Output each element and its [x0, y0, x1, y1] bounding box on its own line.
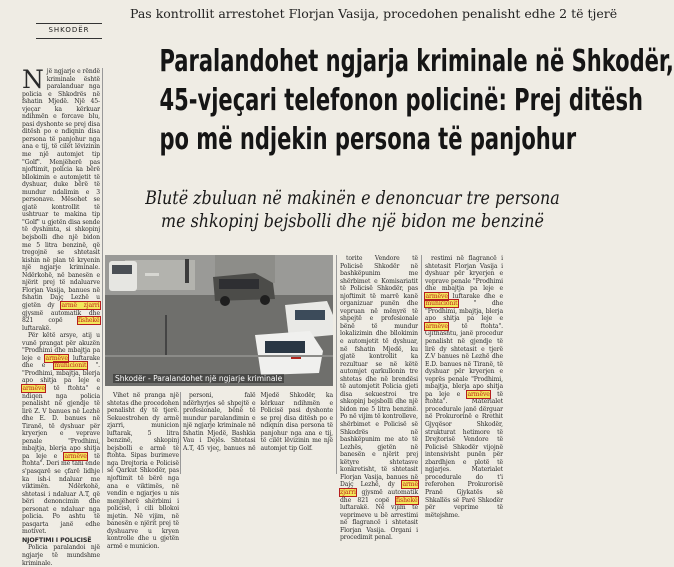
highlight-armeve-5: armëve [425, 322, 448, 330]
highlight-armeve-2: armëve [22, 384, 45, 392]
col5-text-b: luftarake dhe e [452, 292, 504, 300]
column-5 [425, 255, 504, 519]
col1-para2b: luftarake dhe e [22, 354, 101, 370]
column-1 [22, 65, 101, 567]
column-2 [107, 392, 179, 550]
column-rule [421, 255, 422, 474]
deck-line-1: Blutë zbuluan në makinën e denoncuar tre persona [145, 188, 560, 209]
column-3 [183, 392, 333, 474]
highlight-municionit: municionit [54, 362, 87, 370]
col2-text: Vihet në pranga një shtetas dhe procedohen penalisht dy të tjerë. Sekuestrohen dy armë zjarri, municion luftarak, 5 litra benzinë, shkopinj bejsbolli e armë të ftohta. Sipas burimeve nga Drejtoria e Policisë së Qarkut Shkodër, pas njoftimit të bërë nga ana e viktimës, në vendin e ngjarjes u nis menjëherë shërbimi i policisë, i cili bllokoi mjetin. Në vijim, në banesën e njërit prej të dyshuarve u kryen kontrolle dhe u gjetën armë e municion. [107, 392, 179, 550]
col1-para1: jë ngjarje e rëndë kriminale është paralanduar nga policia e Shkodrës në fshatin Mjedë. Një 45-vjeçar ka kërkuar ndihmën e forcave blu, pasi dyshonte se prej disa ditësh po e ndiqnin disa persona të panjohur nga ana e tij, të cilët lëvizinin me një automjet tip "Golf". Menjëherë pas njoftimit, policia ka bërë bllokimin e automjetit të dyshuar, duke bërë të mundur ndalimin e 3 personave. Mësohet se gjatë kontrollit të ushtruar te makina tip "Golf" u gjetën disa sende të dyshimta, si shkopinj bejsbolli dhe një bidon me 5 litra benzinë, që tregojnë se shtetasit kishin në plan të kryenin një ngjarje kriminale. Ndërkohë, në banesën e njërit prej të ndaluarve Florjan Vasija, banues në fshatin Dajç Lezhë u gjetën dy [22, 68, 100, 309]
col4-text-c: luftarakë. Në vijim të veprimeve u bë arrestimi në flagrancë i shtetasit Florjan Vasija. Organi i procedimit penal. [340, 504, 418, 542]
highlight-fisheke: fishekë [78, 317, 100, 325]
headline-line-3: po më ndjekin persona të panjohur [159, 122, 577, 157]
highlight-arme-zjarri-2: armë zjarri [340, 481, 418, 496]
col1-para2c: ". "Prodhimi, mbajtja, blerja apo shitja pa leje e [22, 362, 100, 385]
col1-para3: Policia paralandoi një ngjarje të mundshme kriminale. [22, 544, 100, 567]
highlight-armeve-3: armëve [64, 452, 87, 460]
column-rule [336, 255, 337, 474]
column-rule [180, 392, 181, 474]
col1-para2d: të ftohta" e ndiqen nga policia penalisht në gjendje të lirë Z. V banues në Lezhë dhe E. D. banues në Tiranë, të dyshuar për kryerjen e veprave penale "Prodhimi, mbajtja, blerja apo shitja pa leje e [22, 384, 100, 460]
photo-caption: Shkodër - Paralandohet një ngjarje kriminale [115, 374, 283, 383]
article-deck [105, 187, 600, 233]
col5-text-e: të ftohta". Materialet procedurale janë dërguar në Prokurorinë e Rrethit Gjyqësor Shkodër, strukturat hetimore të Drejtorisë Vendore të Policisë Shkodër vijojnë intensivisht punën për zbardhjen e plotë të ngjarjes. Materialet procedurale do t'i referohen Prokurorisë Pranë Gjykatës së Shkallës së Parë Shkodër për veprime të mëtejshme. [425, 390, 503, 519]
col1-para2e: të ftohta". Deri më tani ende s'pasqarë se çfarë lidhje ka ish-i ndaluar me viktimën. Ndërkohë, shtetasi i ndaluar A.T, që bëri denoncimin dhe personat e ndaluar nga policia. Po ashtu të pasqarta janë edhe motivet. [22, 452, 100, 536]
article-kicker: Pas kontrollit arrestohet Florjan Vasija, procedohen penalisht edhe 2 të tjerë [130, 6, 618, 21]
highlight-armeve: armëve [45, 354, 68, 362]
article-headline [105, 42, 674, 159]
col1-para2: Për këtë arsye, atij u vunë prangat për akuzën "Prodhimi dhe mbajtja pa leje e [22, 332, 100, 362]
deck-line-2: me shkopinj bejsbolli dhe një bidon me benzinë [161, 211, 544, 232]
col5-text-c: " dhe "Prodhimi, mbajtja, blerja apo shitja pa leje e [425, 300, 504, 323]
col5-text-d: të ftohta". Gjithashtu, janë procedur penalisht në gjendje të lirë dy shtetasit e tjerë Z.V banues në Lezhë dhe E.D. banues në Tiranë, të dyshuar për kryerjen e veprës penale "Prodhimi, mbajtja, blerja apo shitja pa leje e [425, 322, 503, 398]
col1-para1b: gjysmë automatik dhe 821 copë [22, 309, 100, 325]
col3-text: personi, falë ndërhyrjes së shpejtë e profesionale, bënë të mundur paralandimin e një ngjarje kriminale në fshatin Mjedë, Bashkia Vau i Dejës. Shtetasi A.T, 45 vjeç, banues në Mjedë Shkodër, ka kërkuar ndihmën e Policisë pasi dyshonte se prej disa ditësh po e ndiqnin disa persona të panjohur nga ana e tij, të cilët lëvizinin me një automjet tip Golf. [183, 392, 333, 452]
headline-line-1: Paralandohet ngjarja kriminale në Shkodër, [159, 44, 674, 79]
col4-text-a: torite Vendore të Policisë Shkodër në bashkëpunim me shërbimet e Komisariatit të Policisë Shkodër, pas njoftimit të marrë kanë organizuar punën dhe vepruan në mënyrë të shpejtë e profesionale bënë të mundur lokalizimin dhe bllokimin e automjetit të dyshuar, në fshatin Mjedë, ku gjatë kontrollit ka rezultuar se në këtë automjet qarkullonin tre shtetas dhe në brendësi të automjetit Policia gjeti disa sekuestroi tre shkopinj bejsbolli dhe një bidon me 5 litra benzinë. Po në vijim të kontrolleve, shërbimet e Policisë së Shkodrës në bashkëpunim me ato të Lezhës, gjetën në banesën e njërit prej këtyre shtetasve konkretisht, të shtetasit Florjan Vasija, banues në Dajç Lezhë, dy [340, 255, 418, 489]
subhead: NJOFTIMI I POLICISË [22, 536, 92, 544]
column-rule [102, 68, 103, 473]
highlight-armeve-4: armëve [425, 292, 448, 300]
highlight-arme-zjarri: armë zjarri [61, 301, 100, 309]
highlight-armeve-6: armëve [467, 390, 490, 398]
news-photo [105, 255, 333, 386]
highlight-municionit-2: municionit [425, 300, 458, 308]
highlight-fisheke-2: fishekë [396, 496, 418, 504]
headline-line-2: 45-vjeçari telefonon policinë: Prej ditësh [159, 83, 643, 118]
col5-text-a: restimi në flagrancë i shtetasit Florjan Vasija i dyshuar për kryerjen e veprave penale "Prodhimi dhe mbajtja pa leje e [425, 255, 503, 293]
col4-text-b: gjysmë automatik dhe 821 copë [340, 488, 418, 504]
section-label: SHKODËR [36, 23, 102, 39]
col1-para1c: luftarakë. [22, 324, 51, 332]
column-4 [340, 255, 418, 542]
photo-scene-graphic [105, 255, 333, 386]
dropcap: N [22, 65, 44, 94]
